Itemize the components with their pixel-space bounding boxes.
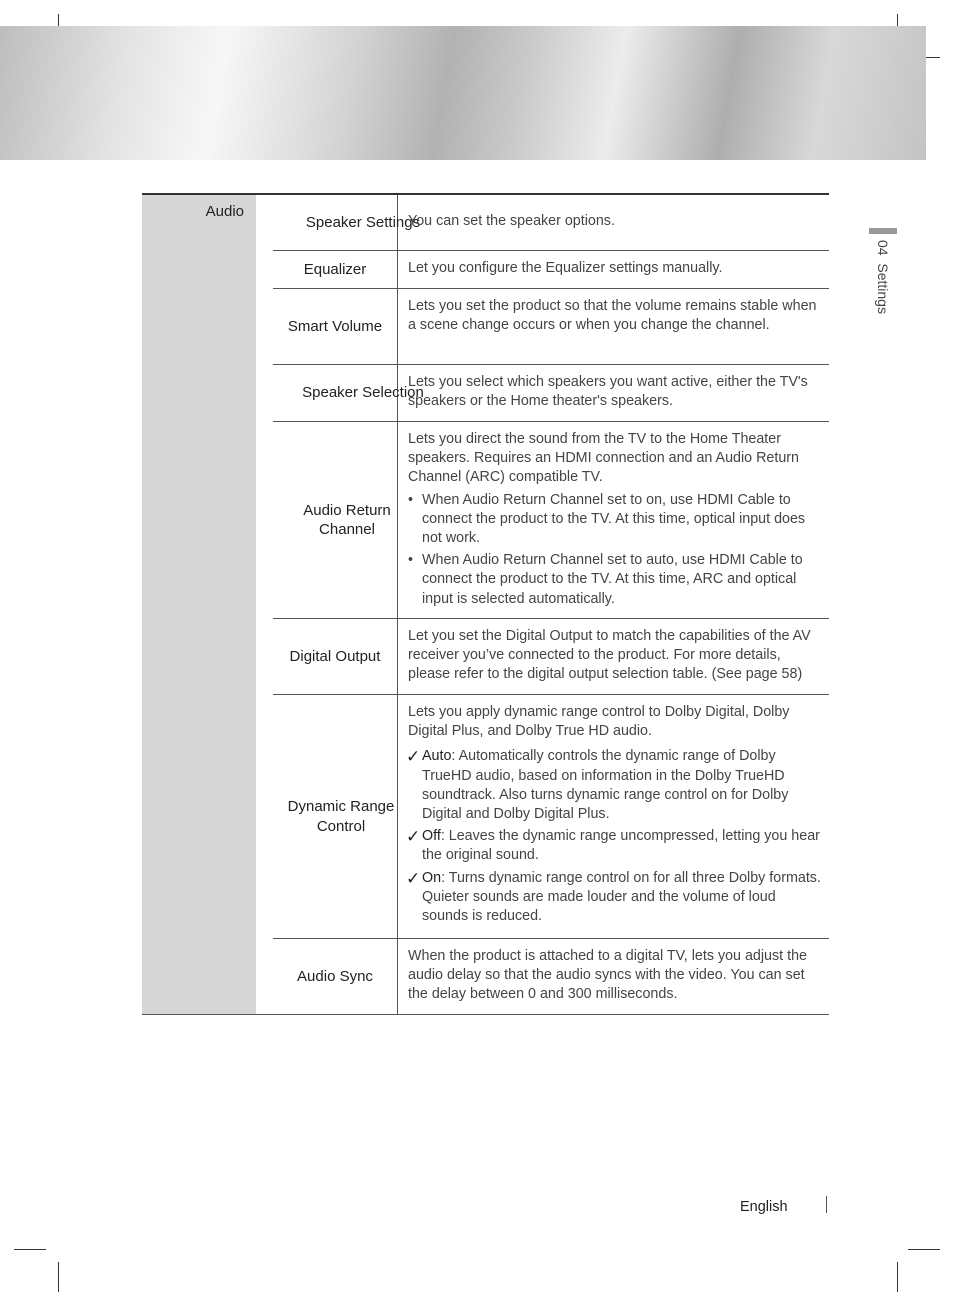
table-row [273, 289, 829, 364]
chapter-title: Settings [875, 263, 891, 314]
description-text: Let you set the Digital Output to match the capabilities of the AV receiver you’ve connected to the product. For more details, please refer to the digital output selection table. (See page 58) [408, 628, 811, 683]
crop-mark [14, 1249, 46, 1250]
description-text: Lets you direct the sound from the TV to the Home Theater speakers. Requires an HDMI connection and an Audio Return Channel (ARC) compatible TV. [408, 431, 800, 486]
setting-description [408, 212, 824, 231]
bullet-text: When Audio Return Channel set to on, use HDMI Cable to connect the product to the TV. At this time, optical input does not work. [422, 491, 806, 547]
option-term: On [422, 869, 442, 886]
page-number-divider [826, 1196, 827, 1213]
option-item [408, 827, 824, 865]
table-bottom-rule [142, 1014, 829, 1015]
option-term: Auto [422, 748, 452, 765]
bullet-item [408, 491, 824, 549]
setting-name: Dynamic Range Control [287, 798, 395, 835]
setting-name: Equalizer [303, 260, 367, 278]
setting-description [408, 259, 824, 278]
option-term: Off [422, 828, 441, 845]
option-text: : Turns dynamic range control on for all three Dolby formats. Quieter sounds are made louder and the volume of loud sounds is reduced. [422, 869, 821, 925]
chapter-number: 04 [875, 240, 891, 256]
setting-description [408, 373, 824, 411]
setting-description [408, 297, 824, 335]
description-text: Lets you apply dynamic range control to Dolby Digital, Dolby Digital Plus, and Dolby True HD audio. [408, 704, 790, 740]
checkmark-icon: ✓ [406, 747, 421, 767]
table-row [273, 251, 829, 288]
description-text: When the product is attached to a digital TV, lets you adjust the audio delay so that the audio syncs with the video. You can set the delay between 0 and 300 milliseconds. [408, 948, 807, 1003]
setting-description [408, 430, 824, 609]
side-tab-label [875, 240, 891, 314]
table-row [273, 619, 829, 694]
setting-description [408, 947, 824, 1005]
bullet-icon: • [408, 552, 414, 569]
bullet-icon: • [408, 491, 414, 508]
checkmark-icon: ✓ [406, 868, 421, 888]
table-row [273, 695, 829, 938]
category-label: Audio [205, 203, 244, 220]
header-banner [0, 26, 926, 160]
description-text: Lets you select which speakers you want active, either the TV's speakers or the Home theater's speakers. [408, 374, 808, 410]
side-tab-marker [869, 228, 897, 234]
option-item [408, 747, 824, 824]
setting-name: Speaker Settings [305, 213, 421, 231]
option-item [408, 869, 824, 927]
footer-language: English [740, 1199, 788, 1215]
setting-name: Speaker Selection [302, 384, 424, 402]
description-text: You can set the speaker options. [408, 213, 615, 229]
table-row [273, 195, 829, 250]
setting-name: Audio Sync [297, 967, 373, 985]
crop-mark [908, 1249, 940, 1250]
description-text: Lets you set the product so that the volume remains stable when a scene change occurs or when you change the channel. [408, 298, 817, 334]
setting-name: Audio Return Channel [303, 501, 391, 538]
setting-description [408, 703, 824, 926]
description-text: Let you configure the Equalizer settings manually. [408, 260, 723, 276]
crop-mark [897, 1262, 898, 1292]
option-text: : Automatically controls the dynamic range of Dolby TrueHD audio, based on information in the Dolby TrueHD soundtrack. Also turns dynamic range control on for Dolby Digital and Dolby Digital Plus. [422, 748, 789, 823]
option-text: : Leaves the dynamic range uncompressed, letting you hear the original sound. [422, 828, 820, 864]
setting-description [408, 627, 824, 685]
table-row [273, 365, 829, 421]
checkmark-icon: ✓ [406, 827, 421, 847]
setting-name: Smart Volume [287, 317, 383, 335]
setting-name: Digital Output [289, 647, 381, 665]
category-column [142, 195, 256, 1014]
table-row [273, 422, 829, 618]
table-row [273, 939, 829, 1014]
crop-mark [58, 1262, 59, 1292]
bullet-item [408, 551, 824, 609]
bullet-text: When Audio Return Channel set to auto, use HDMI Cable to connect the product to the TV. At this time, ARC and optical input is selected automatically. [422, 552, 803, 607]
